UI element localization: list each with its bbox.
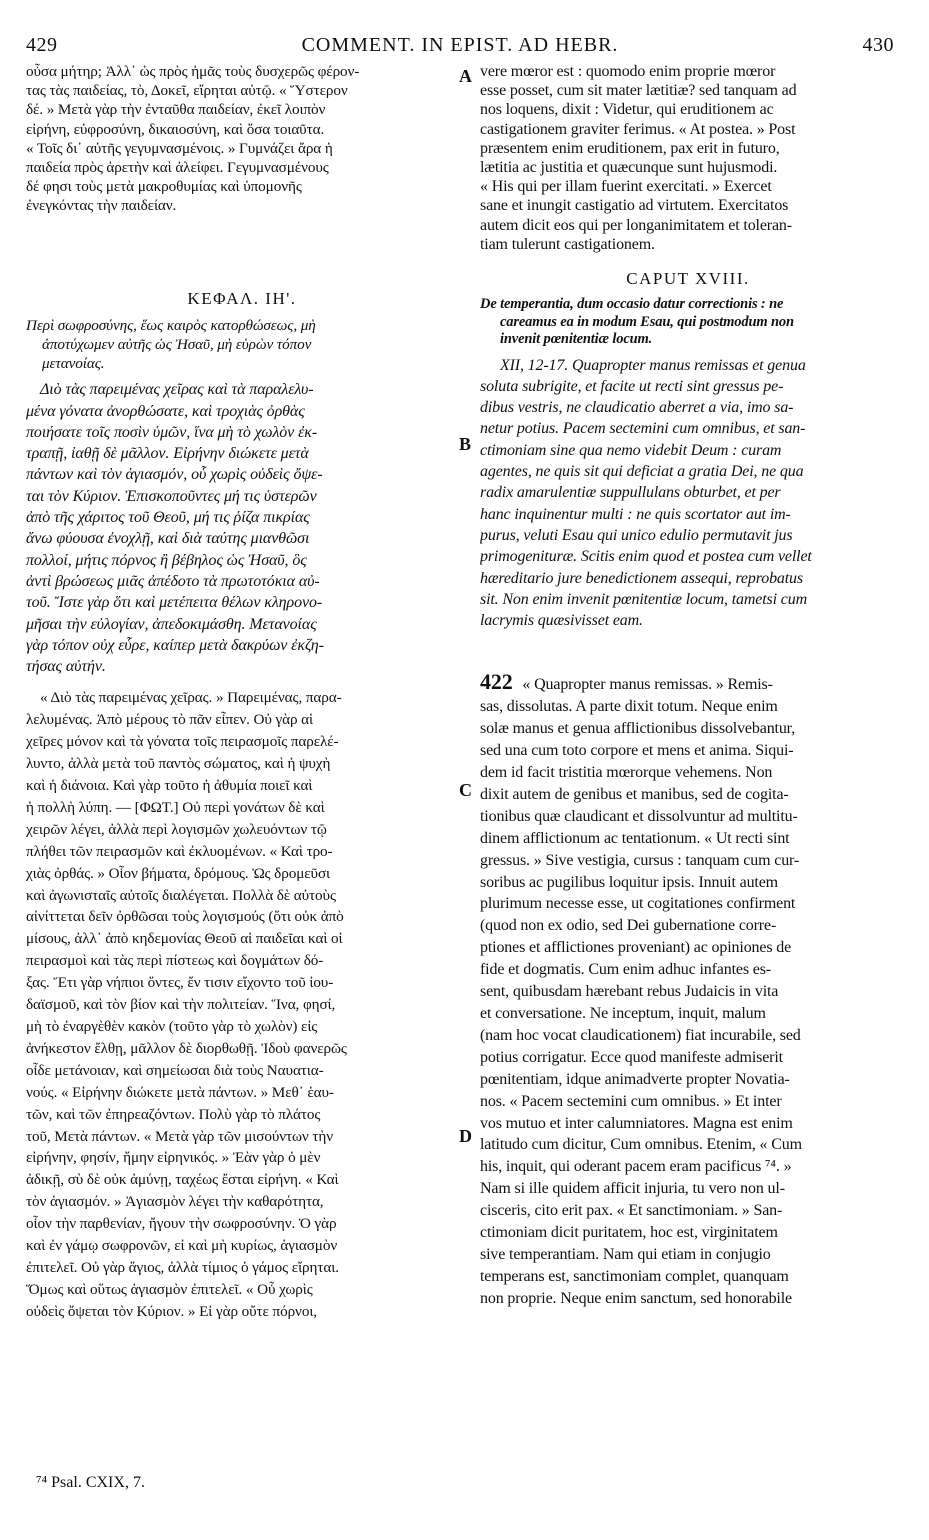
- text-line: his, inquit, qui oderant pacem eram pacificus ⁷⁴. »: [480, 1158, 792, 1176]
- text-line: invenit pœnitentiæ locum.: [500, 331, 653, 348]
- text-line: μένα γόνατα ἀνορθώσατε, καὶ τροχιὰς ὀρθὰς: [26, 402, 305, 420]
- text-line: λυντο, ἀλλὰ μετὰ τοῦ παντὸς σώματος, καὶ ἡ ψυχὴ: [26, 755, 331, 773]
- text-line: sent, quibusdam hærebant rebus Judaicis in vita: [480, 983, 779, 1001]
- text-line: ἀδικῇ, σὺ δὲ οὐκ ἀμύνῃ, ταχέως ἔσται εἰρήνη. « Καὶ: [26, 1171, 339, 1189]
- text-line: esse posset, cum sit mater lætitiæ? sed tanquam ad: [480, 82, 797, 100]
- text-line: sas, dissolutas. A parte dixit totum. Neque enim: [480, 698, 778, 716]
- margin-letter-b: B: [459, 434, 472, 454]
- greek-commentary: [26, 687, 458, 1322]
- greek-chapter-heading: ΚΕΦΑΛ. ΙΗ'.: [187, 288, 297, 308]
- text-line: dinem afflictionum ac tentationum. « Ut recti sint: [480, 829, 790, 847]
- text-line: ἀντὶ βρώσεως μιᾶς ἀπέδοτο τὰ πρωτοτόκια αὐ-: [26, 572, 320, 590]
- text-line: εἰρήνη, εὐφροσύνη, δικαιοσύνη, καὶ ὅσα τοιαῦτα.: [26, 120, 325, 138]
- text-line: οἷον τὴν παρθενίαν, ἤγουν τὴν σωφροσύνην. Ὁ γὰρ: [26, 1215, 337, 1233]
- text-line: μῆσαι τὴν εὐλογίαν, ἀπεδοκιμάσθη. Μετανοίας: [26, 615, 317, 633]
- text-line: πειρασμοὶ καὶ τὰς περὶ πίστεως καὶ δογμάτων δό-: [26, 952, 324, 970]
- text-line: agentes, ne quis sit qui deficiat a gratia Dei, ne qua: [480, 463, 804, 481]
- text-line: αἰνίττεται δεῖν ὀρθῶσαι τοὺς λογισμούς (ὅτι οὐκ ἀπὸ: [26, 908, 344, 926]
- text-line: καὶ ἐν γάμῳ σωφρονῶν, εἰ καὶ μὴ κυρίως, ἁγιασμὸν: [26, 1237, 338, 1255]
- text-line: μὴ τὸ ἐναργὲθὲν κακὸν (τοῦτο γὰρ τὸ χωλὸν) εἰς: [26, 1017, 318, 1035]
- text-line: sive temperantiam. Nam qui etiam in conjugio: [480, 1245, 771, 1263]
- text-line: οὖσα μήτηρ; Ἀλλ᾽ ὡς πρὸς ἡμᾶς τοὺς δυσχερῶς φέρον-: [26, 63, 360, 80]
- text-line: ἄνω φύουσα ἐνοχλῇ, καὶ διὰ ταύτης μιανθῶσι: [26, 530, 310, 548]
- text-line: νούς. « Εἰρήνην διώκετε μετὰ πάντων. » Μεθ᾽ ἑαυ-: [26, 1083, 334, 1101]
- text-line: XII, 12-17. Quapropter manus remissas et genua: [500, 356, 806, 374]
- margin-letter-d: D: [459, 1126, 472, 1146]
- text-line: sane et inungit castigatio ad virtutem. Exercitatos: [480, 197, 789, 215]
- footnote: ⁷⁴ Psal. CXIX, 7.: [36, 1474, 145, 1491]
- column-number: 422: [480, 671, 513, 695]
- text-line: « His qui per illam fuerint exercitati. » Exercet: [480, 178, 772, 196]
- page-number-left: 429: [26, 34, 58, 56]
- text-line: ται τὸν Κύριον. Ἐπισκοποῦντες μή τις ὑστερῶν: [26, 487, 317, 505]
- text-line: ἡ πολλὴ λύπη. — [ΦΩΤ.] Οὐ περὶ γονάτων δὲ καὶ: [26, 798, 325, 816]
- text-line: latitudo cum dicitur, Cum omnibus. Etenim, « Cum: [480, 1136, 802, 1154]
- text-line: χιὰς ὀρθάς. » Οἷον βήματα, δρόμους. Ὡς δρομεῦσι: [26, 864, 331, 882]
- text-line: τοῦ. Ἴστε γὰρ ὅτι καὶ μετέπειτα θέλων κληρονο-: [26, 594, 323, 612]
- text-line: dibus vestris, ne claudicatio aberret a via, imo sa-: [480, 399, 794, 417]
- text-line: καὶ ἀγωνισταῖς αὐτοῖς διαλέγεται. Πολλὰ δὲ αὐτοὺς: [26, 886, 336, 904]
- text-line: ctimoniam sine qua nemo videbit Deum : curam: [480, 441, 782, 459]
- margin-letter-c: C: [459, 780, 472, 800]
- text-line: pœnitentiam, idque animadverte propter Novatia-: [480, 1070, 790, 1088]
- text-line: οἶδε μετάνοιαν, καὶ σημείωσαι διὰ τοὺς Ναυατια-: [26, 1061, 324, 1079]
- text-line: δέ. » Μετὰ γὰρ τὴν ἐνταῦθα παιδείαν, ἐκεῖ λοιπὸν: [26, 101, 326, 119]
- text-line: δαϊσμοῦ, καὶ τὸν βίον καὶ τὴν πολιτείαν. Ἵνα, φησί,: [26, 996, 336, 1014]
- text-line: primogenituræ. Scitis enim quod et postea cum vellet: [480, 548, 812, 566]
- text-line: ἐνεγκόντας τὴν παιδείαν.: [26, 197, 177, 215]
- text-line: et conversatione. Ne inceptum, inquit, malum: [480, 1004, 766, 1022]
- text-line: castigationem graviter ferimus. « At postea. » Post: [480, 120, 796, 138]
- greek-scripture-text: [26, 379, 458, 677]
- text-line: radix amarulentiæ suppullulans obturbet, et per: [480, 484, 781, 502]
- text-line: παιδεία πρὸς ἀρετὴν καὶ ἀλείφει. Γεγυμνασμένους: [26, 159, 329, 177]
- text-line: hanc inquinentur multi : ne quis scortator aut im-: [480, 505, 791, 523]
- text-line: dem id facit tristitia mœrorque vehemens. Non: [480, 764, 773, 782]
- text-line: ἀποτύχωμεν αὐτῆς ὡς Ἠσαῦ, μὴ εὑρὼν τόπον: [42, 335, 312, 353]
- text-line: ptiones et afflictiones proveniant) ac opiniones de: [480, 939, 792, 957]
- greek-column: [26, 62, 458, 1323]
- text-line: ctimoniam dicit puritatem, hoc est, virginitatem: [480, 1224, 778, 1242]
- text-line: ποιήσατε τοῖς ποσὶν ὑμῶν, ἵνα μὴ τὸ χωλὸν ἐκ-: [26, 423, 318, 441]
- text-line: εἰρήνην, φησίν, ἤμην εἰρηνικός. » Ἐὰν γὰρ ὁ μὲν: [26, 1149, 321, 1167]
- text-line: δέ φησι τοὺς μετὰ μακροθυμίας καὶ ὑπομονῆς: [26, 178, 302, 196]
- latin-column: [480, 62, 896, 1310]
- text-line: cisceris, cito erit pax. « Et sanctimoniam. » San-: [480, 1202, 783, 1220]
- text-line: τῶν, καὶ τῶν ἐπηρεαζόντων. Πολὺ γὰρ τὸ πλάτος: [26, 1105, 321, 1123]
- text-line: plurimum necesse esse, ut cogitationes confirment: [480, 895, 796, 913]
- greek-summary: [26, 316, 458, 374]
- text-line: tionibus quæ claudicant et dissolvuntur ad multitu-: [480, 807, 798, 825]
- margin-letter-a: A: [459, 66, 472, 86]
- text-line: non proprie. Neque enim sanctum, sed honorabile: [480, 1289, 792, 1307]
- text-line: sed una cum toto corpore et mens et anima. Siqui-: [480, 742, 794, 760]
- text-line: solæ manus et genua afflictionibus dissolvebantur,: [480, 720, 796, 738]
- text-line: Nam si ille quidem afficit injuria, tu vero non ul-: [480, 1180, 785, 1198]
- text-line: nos. « Pacem sectemini cum omnibus. » Et inter: [480, 1092, 782, 1110]
- text-line: fide et dogmatis. Cum enim adhuc infantes es-: [480, 961, 771, 979]
- greek-top-block: [26, 62, 458, 216]
- text-line: λελυμένας. Ἀπὸ μέρους τὸ πᾶν εἶπεν. Οὐ γὰρ αἱ: [26, 711, 313, 729]
- text-line: vos mutuo et inter calumniatores. Magna est enim: [480, 1114, 793, 1132]
- text-line: potius corrigatur. Ecce quod manifeste admiserit: [480, 1048, 783, 1066]
- text-line: purus, veluti Esau qui unico edulio permutavit jus: [480, 526, 793, 544]
- latin-top-block: [480, 62, 896, 254]
- text-line: autem dicit eos qui per longanimitatem et toleran-: [480, 216, 792, 234]
- text-line: χεῖρες μόνον καὶ τὰ γόνατα τοῖς πειρασμοῖς παρελέ-: [26, 733, 339, 751]
- text-line: πάντων καὶ τὸν ἁγιασμόν, οὗ χωρὶς οὐδεὶς ὄψε-: [26, 466, 323, 484]
- text-line: sit. Non enim invenit pœnitentiæ locum, tametsi cum: [480, 590, 807, 608]
- page-number-right: 430: [862, 34, 894, 56]
- text-line: οὐδεὶς ὄψεται τὸν Κύριον. » Εἰ γὰρ οὔτε πόρνοι,: [26, 1302, 318, 1320]
- text-line: gressus. » Sive vestigia, cursus : tanquam cum cur-: [480, 851, 800, 869]
- text-line: γὰρ τόπον οὐχ εὗρε, καίπερ μετὰ δακρύων ἐκζη-: [26, 636, 324, 654]
- text-line: vere mœror est : quomodo enim proprie mœror: [480, 63, 776, 80]
- text-line: Ὅμως καὶ οὕτως ἁγιασμὸν ἐπιτελεῖ. « Οὗ χωρὶς: [26, 1280, 313, 1298]
- text-line: De temperantia, dum occasio datur correctionis : ne: [480, 296, 784, 313]
- latin-scripture-text: [480, 355, 896, 632]
- text-line: χειρῶν λέγει, ἀλλὰ περὶ λογισμῶν χωλευόντων τῷ: [26, 820, 327, 838]
- text-line: τραπῇ, ἰαθῇ δὲ μᾶλλον. Εἰρήνην διώκετε μετὰ: [26, 445, 309, 463]
- text-line: ἐπιτελεῖ. Οὐ γὰρ ἅγιος, ἀλλὰ τίμιος ὁ γάμος εἴρηται.: [26, 1258, 339, 1276]
- latin-commentary: [480, 671, 896, 1309]
- text-line: netur potius. Pacem sectemini cum omnibus, et san-: [480, 420, 806, 438]
- text-line: « Διὸ τὰς παρειμένας χεῖρας. » Παρειμένας, παρα-: [40, 689, 342, 707]
- text-line: dixit autem de genibus et manibus, sed de cogita-: [480, 785, 789, 803]
- text-line: Διὸ τὰς παρειμένας χεῖρας καὶ τὰ παραλελυ-: [40, 381, 314, 399]
- text-line: præsentem enim eruditionem, pax erit in futuro,: [480, 139, 780, 157]
- text-line: μετανοίας.: [42, 355, 105, 373]
- text-line: τὸν ἁγιασμόν. » Ἁγιασμὸν λέγει τὴν καθαρότητα,: [26, 1193, 324, 1211]
- text-line: (quod non ex odio, sed Dei gubernatione corre-: [480, 917, 777, 935]
- text-line: soribus ac pugilibus loquitur ipsis. Innuit autem: [480, 873, 778, 891]
- text-line: lætitia ac justitia et quæcunque sunt hujusmodi.: [480, 159, 778, 177]
- text-line: ἀνήκεστον ἔλθῃ, μᾶλλον δὲ διορθωθῇ. Ἰδοὺ φανερῶς: [26, 1039, 347, 1057]
- text-line: (nam hoc vocat claudicationem) fiat incurabile, sed: [480, 1026, 801, 1044]
- text-line: μίσους, ἀλλ᾽ ἀπὸ κηδεμονίας Θεοῦ αἱ παιδεῖαι καὶ οἱ: [26, 930, 343, 948]
- text-line: τας τὰς παιδείας, τὸ, Δοκεῖ, εἴρηται αὐτῷ. « Ὕστερον: [26, 82, 348, 100]
- running-title: COMMENT. IN EPIST. AD HEBR.: [301, 34, 619, 56]
- text-line: soluta subrigite, et facite ut recti sint gressus pe-: [480, 377, 784, 395]
- text-line: πλήθει τῶν πειρασμῶν καὶ ἐκλυομένων. « Καὶ τρο-: [26, 842, 333, 860]
- text-line: τοῦ, Μετὰ πάντων. « Μετὰ γὰρ τῶν μισούντων τὴν: [26, 1127, 334, 1145]
- text-line: tiam tulerunt castigationem.: [480, 235, 655, 253]
- text-line: careamus ea in modum Esau, qui postmodum non: [500, 313, 794, 330]
- text-line: lacrymis quæsivisset eam.: [480, 612, 643, 630]
- text-line: « Τοῖς δι᾽ αὐτῆς γεγυμνασμένοις. » Γυμνάζει ἄρα ἡ: [26, 139, 333, 157]
- commentary-first-line: « Quapropter manus remissas. » Remis-: [518, 676, 773, 694]
- text-line: nos loquens, dixit : Videtur, qui eruditionem ac: [480, 101, 774, 119]
- latin-chapter-heading: CAPUT XVIII.: [626, 269, 750, 289]
- text-line: Περὶ σωφροσύνης, ἕως καιρὸς κατορθώσεως, μὴ: [26, 316, 316, 334]
- text-line: ἀπὸ τῆς χάριτος τοῦ Θεοῦ, μή τις ῥίζα πικρίας: [26, 509, 310, 527]
- text-line: ξας. Ἔτι γὰρ νήπιοι ὄντες, ἔν τισιν εἴχοντο τοῦ ἰου-: [26, 974, 334, 992]
- page-header: [26, 34, 894, 60]
- latin-summary: [480, 296, 896, 349]
- text-line: hæreditario jure benedictionem assequi, reprobatus: [480, 569, 803, 587]
- text-line: τήσας αὐτήν.: [26, 658, 106, 676]
- text-line: πολλοί, μήτις πόρνος ἢ βέβηλος ὡς Ἠσαῦ, ὃς: [26, 551, 307, 569]
- text-line: [480, 671, 896, 696]
- text-line: temperans est, sanctimoniam complet, quanquam: [480, 1267, 789, 1285]
- text-line: καὶ ἡ διάνοια. Καὶ γὰρ τοῦτο ἡ ἀθυμία ποιεῖ καὶ: [26, 777, 313, 795]
